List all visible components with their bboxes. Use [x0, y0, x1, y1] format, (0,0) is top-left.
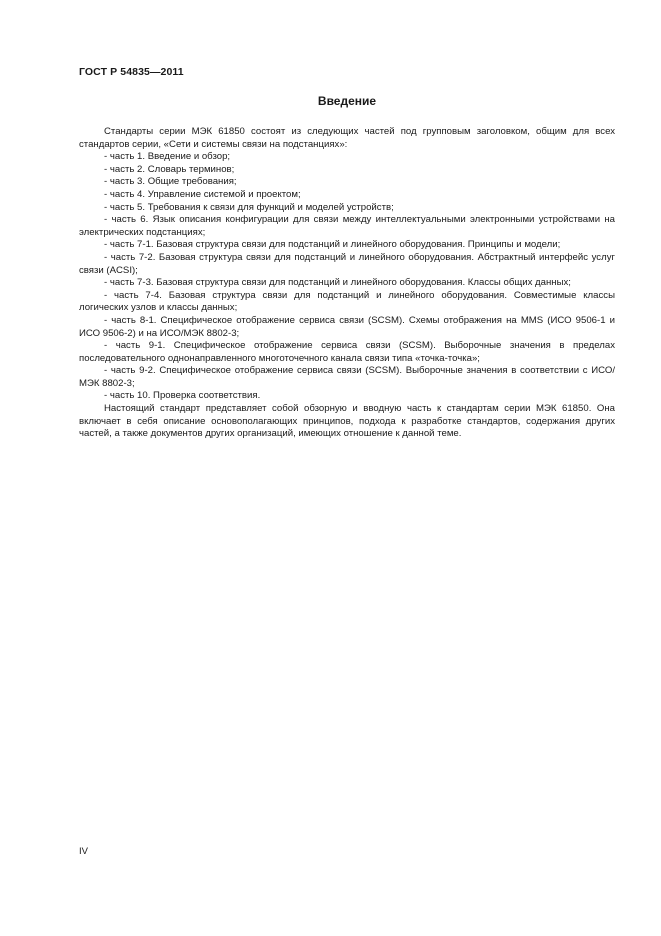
list-item-part-7-4: - часть 7-4. Базовая структура связи для подстанций и линейного оборудования. Совместимые классы логических узлов и классы данных;: [79, 289, 615, 314]
list-item-part-4: - часть 4. Управление системой и проектом;: [104, 188, 301, 200]
list-item-part-8-1: - часть 8-1. Специфическое отображение сервиса связи (SCSM). Схемы отображения на MMS (ИСО 9506-1 и ИСО 9506-2) и на ИСО/МЭК 8802-3;: [79, 314, 615, 339]
page-number: IV: [79, 846, 88, 857]
list-item-part-6: - часть 6. Язык описания конфигурации для связи между интеллектуальными электронными устройствами на электрических подстанциях;: [79, 214, 615, 238]
list-item-part-7-2: - часть 7-2. Базовая структура связи для подстанций и линейного оборудования. Абстрактный интерфейс услуг связи (ACSI);: [79, 251, 615, 276]
list-item-part-3: - часть 3. Общие требования;: [104, 176, 237, 188]
list-item-part-10: - часть 10. Проверка соответствия.: [104, 390, 261, 402]
list-item-part-2: - часть 2. Словарь терминов;: [104, 163, 235, 175]
closing-paragraph: Настоящий стандарт представляет собой обзорную и вводную часть к стандартам серии МЭК 61850. Она включает в себя описание основополагающих принципов, подхода к разработке стандартов, содержания других частей, а также документов других организаций, имеющих отношение к данной теме.: [79, 403, 615, 440]
section-title: Введение: [317, 94, 377, 108]
list-item-part-1: - часть 1. Введение и обзор;: [104, 151, 231, 163]
list-item-part-5: - часть 5. Требования к связи для функций и моделей устройств;: [104, 201, 394, 213]
list-item-part-9-1: - часть 9-1. Специфическое отображение сервиса связи (SCSM). Выборочные значения в пределах последовательного однонаправленного многоточечного канала связи типа «точка-точка»;: [79, 340, 615, 364]
section-body: [79, 126, 615, 441]
list-item-part-7-1: - часть 7-1. Базовая структура связи для подстанций и линейного оборудования. Принципы и модели;: [104, 239, 561, 251]
document-code: ГОСТ Р 54835—2011: [79, 66, 184, 78]
list-item-part-7-3: - часть 7-3. Базовая структура связи для подстанций и линейного оборудования. Классы общих данных;: [104, 277, 571, 289]
intro-paragraph: Стандарты серии МЭК 61850 состоят из следующих частей под групповым заголовком, общим для всех стандартов серии, «Сети и системы связи на подстанциях»:: [79, 126, 615, 150]
list-item-part-9-2: - часть 9-2. Специфическое отображение сервиса связи (SCSM). Выборочные значения в соответствии с ИСО/МЭК 8802-3;: [79, 365, 615, 389]
